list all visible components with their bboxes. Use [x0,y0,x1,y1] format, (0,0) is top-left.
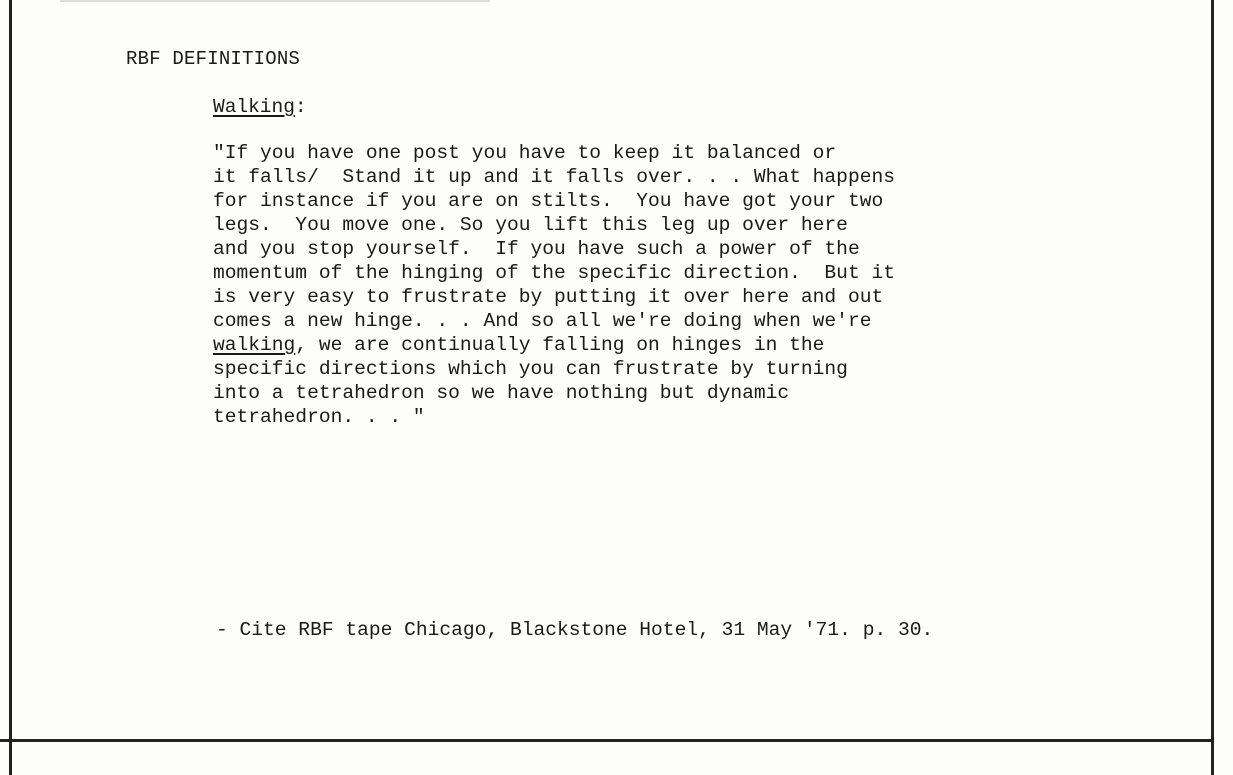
quote-line: momentum of the hinging of the specific direction. But it [213,262,895,284]
card-heading: RBF DEFINITIONS [126,48,301,70]
quote-line: into a tetrahedron so we have nothing but dynamic [213,382,790,404]
definition-term-text: Walking [213,96,295,118]
quote-line: tetrahedron. . . " [213,406,425,428]
definition-term-colon: : [294,96,307,118]
quote-line: "If you have one post you have to keep it balanced or [213,142,837,164]
quote-line [213,333,1113,357]
quote-line-rest: , we are continually falling on hinges in the [295,334,825,356]
quote-line: comes a new hinge. . . And so all we're doing when we're [213,310,872,332]
top-edge-smudge [60,0,490,2]
quote-underlined-word: walking [213,334,296,356]
quote-line: for instance if you are on stilts. You have got your two [213,190,884,212]
card-right-border [1211,0,1214,775]
quote-line: specific directions which you can frustrate by turning [213,358,848,380]
quote-line: and you stop yourself. If you have such a power of the [213,238,860,260]
card-left-border [9,0,12,775]
quote-line: it falls/ Stand it up and it falls over. . . What happens [213,166,895,188]
card-bottom-border [0,739,1214,742]
quote-line: legs. You move one. So you lift this leg up over here [213,214,848,236]
definition-term [213,96,307,118]
definition-quote [213,141,1113,429]
citation: - Cite RBF tape Chicago, Blackstone Hotel, 31 May '71. p. 30. [216,619,934,641]
quote-line: is very easy to frustrate by putting it over here and out [213,286,884,308]
